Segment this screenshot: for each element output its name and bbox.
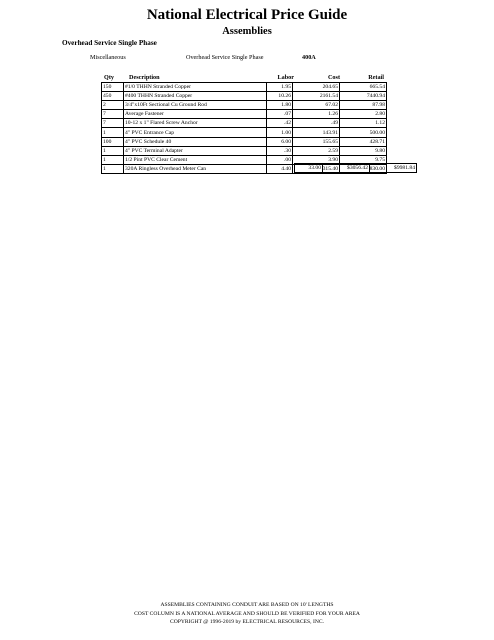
cell-qty: 2 (102, 101, 124, 110)
header-description: Description (129, 74, 160, 81)
total-retail: $9981.84 (370, 164, 417, 173)
cell-cost: 2161.54 (293, 92, 340, 101)
cell-description: 4" PVC Entrance Cap (124, 128, 267, 137)
cell-qty: 450 (102, 92, 124, 101)
category-label: Miscellaneous (90, 54, 126, 61)
cell-retail: 1.12 (340, 119, 387, 128)
cell-retail: 9.75 (340, 155, 387, 164)
table-row (102, 128, 387, 137)
cell-qty: 1 (102, 164, 124, 173)
cell-labor: 6.00 (267, 137, 293, 146)
cell-labor: 1.00 (267, 128, 293, 137)
cell-qty: 1 (102, 128, 124, 137)
cell-description: 320A Ringless Overhead Meter Can (124, 164, 267, 173)
cell-qty: 100 (102, 137, 124, 146)
table-row (102, 110, 387, 119)
cell-qty: 1 (102, 155, 124, 164)
cell-cost: 2.59 (293, 146, 340, 155)
header-retail: Retail (368, 74, 384, 81)
section-heading: Overhead Service Single Phase (62, 39, 157, 47)
cell-retail: 2.80 (340, 110, 387, 119)
subcategory-label: Overhead Service Single Phase (186, 54, 264, 61)
table-row (102, 83, 387, 92)
cell-qty: 7 (102, 110, 124, 119)
cell-cost: 315.40 (293, 164, 340, 173)
cell-labor: .07 (267, 110, 293, 119)
table-row (102, 137, 387, 146)
cell-retail: 7440.94 (340, 92, 387, 101)
cell-description: #1/0 THHN Stranded Copper (124, 83, 267, 92)
header-qty: Qty (104, 74, 114, 81)
cell-cost: 204.65 (293, 83, 340, 92)
table-row (102, 101, 387, 110)
cell-cost: 3.90 (293, 155, 340, 164)
table-row (102, 146, 387, 155)
totals-table (294, 163, 417, 173)
cell-retail: 500.00 (340, 128, 387, 137)
cell-description: 10-12 x 1" Flared Screw Anchor (124, 119, 267, 128)
cell-description: 4" PVC Schedule 40 (124, 137, 267, 146)
cell-retail: 87.98 (340, 101, 387, 110)
cell-retail: 830.00 (340, 164, 387, 173)
page-subtitle: Assemblies (222, 26, 272, 37)
totals-row (295, 164, 417, 173)
footer-copyright: COPYRIGHT @ 1996-2019 by ELECTRICAL RESOURCES, INC. (169, 619, 324, 625)
cell-cost: 67.02 (293, 101, 340, 110)
cell-labor: 10.26 (267, 92, 293, 101)
cell-description: 1/2 Pint PVC Clear Cement (124, 155, 267, 164)
header-cost: Cost (327, 74, 340, 81)
cell-retail: 428.71 (340, 137, 387, 146)
cell-labor: .30 (267, 146, 293, 155)
table-row (102, 92, 387, 101)
cell-qty: 150 (102, 83, 124, 92)
table-row (102, 119, 387, 128)
cell-cost: .49 (293, 119, 340, 128)
footer-note-conduit: ASSEMBLIES CONTAINING CONDUIT ARE BASED ON 10' LENGTHS (160, 602, 334, 608)
footer-note-cost: COST COLUMN IS A NATIONAL AVERAGE AND SHOULD BE VERIFIED FOR YOUR AREA (134, 611, 360, 617)
cell-cost: 1.26 (293, 110, 340, 119)
cell-labor: .00 (267, 155, 293, 164)
cell-description: Average Fastener (124, 110, 267, 119)
cell-retail: 665.54 (340, 83, 387, 92)
cell-cost: 155.65 (293, 137, 340, 146)
amperage-label: 400A (302, 54, 316, 61)
total-cost: $3056.42 (323, 164, 370, 173)
page-title: National Electrical Price Guide (146, 7, 348, 23)
cell-description: #400 THHN Stranded Copper (124, 92, 267, 101)
cell-description: 3/4"x10Ft Sectional Cu Ground Rod (124, 101, 267, 110)
cell-labor: 4.40 (267, 164, 293, 173)
cell-labor: 1.95 (267, 83, 293, 92)
cell-labor: .42 (267, 119, 293, 128)
cell-description: 4" PVC Terminal Adapter (124, 146, 267, 155)
cell-retail: 9.80 (340, 146, 387, 155)
items-table (101, 82, 387, 174)
total-labor: 33.00 (295, 164, 323, 173)
cell-cost: 143.91 (293, 128, 340, 137)
cell-labor: 1.80 (267, 101, 293, 110)
cell-qty: 1 (102, 146, 124, 155)
cell-qty: 7 (102, 119, 124, 128)
header-labor: Labor (277, 74, 294, 81)
